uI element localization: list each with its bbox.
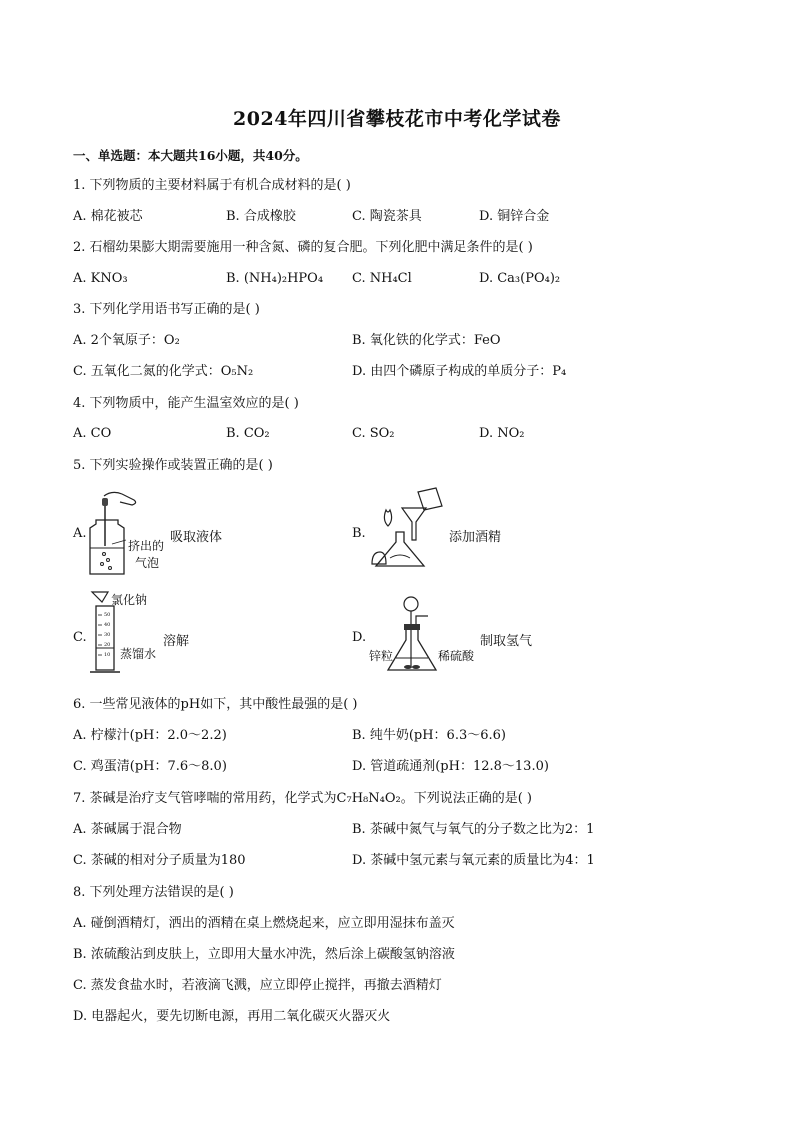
q5-c-caption: 溶解 bbox=[163, 634, 190, 649]
q2-option-b: B. (NH₄)₂HPO₄ bbox=[226, 271, 324, 286]
q5-stem: 5. 下列实验操作或装置正确的是( ) bbox=[73, 458, 273, 473]
q5-d-note-acid: 稀硫酸 bbox=[438, 649, 475, 663]
q6-stem: 6. 一些常见液体的pH如下，其中酸性最强的是( ) bbox=[73, 697, 358, 712]
q6-option-c: C. 鸡蛋清(pH：7.6～8.0) bbox=[73, 759, 227, 774]
q2-stem: 2. 石榴幼果膨大期需要施用一种含氮、磷的复合肥。下列化肥中满足条件的是( ) bbox=[73, 240, 533, 255]
q8-option-a: A. 碰倒酒精灯，洒出的酒精在桌上燃烧起来，应立即用湿抹布盖灭 bbox=[73, 916, 455, 931]
q3-option-c: C. 五氧化二氮的化学式：O₅N₂ bbox=[73, 364, 254, 379]
q2-option-c: C. NH₄Cl bbox=[352, 271, 412, 286]
q5-a-caption: 吸取液体 bbox=[170, 530, 223, 545]
cylinder-scale-30: 30 bbox=[104, 632, 111, 638]
q4-option-c: C. SO₂ bbox=[352, 426, 395, 441]
q6-option-b: B. 纯牛奶(pH：6.3～6.6) bbox=[352, 728, 506, 743]
q3-option-b: B. 氧化铁的化学式：FeO bbox=[352, 333, 501, 348]
cylinder-scale-50: 50 bbox=[104, 612, 111, 618]
hydrogen-apparatus-figure bbox=[378, 592, 458, 678]
q5-d-caption: 制取氢气 bbox=[480, 634, 533, 649]
cylinder-scale-10: 10 bbox=[104, 652, 111, 658]
q5-a-note-bubbles-2: 气泡 bbox=[135, 556, 160, 570]
q5-d-letter: D. bbox=[352, 630, 367, 645]
q5-c-note-nacl: 氯化钠 bbox=[111, 593, 148, 607]
q5-b-caption: 添加酒精 bbox=[449, 530, 502, 545]
q5-d-note-zinc: 锌粒 bbox=[369, 649, 394, 663]
q7-option-c: C. 茶碱的相对分子质量为180 bbox=[73, 853, 246, 868]
q7-option-a: A. 茶碱属于混合物 bbox=[73, 822, 182, 837]
cylinder-scale-40: 40 bbox=[104, 622, 111, 628]
q5-a-letter: A. bbox=[73, 526, 87, 541]
q4-option-b: B. CO₂ bbox=[226, 426, 270, 441]
q6-option-d: D. 管道疏通剂(pH：12.8～13.0) bbox=[352, 759, 549, 774]
q1-option-a: A. 棉花被芯 bbox=[73, 209, 143, 224]
q7-stem: 7. 茶碱是治疗支气管哮喘的常用药，化学式为C₇H₈N₄O₂。下列说法正确的是( ) bbox=[73, 791, 532, 806]
alcohol-lamp-figure bbox=[366, 486, 451, 580]
q4-option-d: D. NO₂ bbox=[479, 426, 525, 441]
q1-option-c: C. 陶瓷茶具 bbox=[352, 209, 422, 224]
q3-stem: 3. 下列化学用语书写正确的是( ) bbox=[73, 302, 260, 317]
q1-stem: 1. 下列物质的主要材料属于有机合成材料的是( ) bbox=[73, 178, 351, 193]
page-title: 2024年四川省攀枝花市中考化学试卷 bbox=[233, 108, 561, 130]
q8-stem: 8. 下列处理方法错误的是( ) bbox=[73, 885, 234, 900]
q2-option-d: D. Ca₃(PO₄)₂ bbox=[479, 271, 561, 286]
q5-a-note-bubbles-1: 挤出的 bbox=[128, 539, 165, 553]
q5-b-letter: B. bbox=[352, 526, 366, 541]
q7-option-d: D. 茶碱中氢元素与氧元素的质量比为4：1 bbox=[352, 853, 595, 868]
q3-option-d: D. 由四个磷原子构成的单质分子：P₄ bbox=[352, 364, 567, 379]
section-heading: 一、单选题：本大题共16小题，共40分。 bbox=[73, 148, 308, 163]
q6-option-a: A. 柠檬汁(pH：2.0～2.2) bbox=[73, 728, 227, 743]
cylinder-scale-20: 20 bbox=[104, 642, 111, 648]
q3-option-a: A. 2个氧原子：O₂ bbox=[73, 333, 180, 348]
q4-option-a: A. CO bbox=[73, 426, 112, 441]
q7-option-b: B. 茶碱中氮气与氧气的分子数之比为2：1 bbox=[352, 822, 595, 837]
q4-stem: 4. 下列物质中，能产生温室效应的是( ) bbox=[73, 396, 299, 411]
q1-option-b: B. 合成橡胶 bbox=[226, 209, 296, 224]
q5-c-letter: C. bbox=[73, 630, 87, 645]
q8-option-d: D. 电器起火，要先切断电源，再用二氧化碳灭火器灭火 bbox=[73, 1009, 391, 1024]
q5-c-note-water: 蒸馏水 bbox=[120, 647, 157, 661]
q2-option-a: A. KNO₃ bbox=[73, 271, 128, 286]
q8-option-b: B. 浓硫酸沾到皮肤上，立即用大量水冲洗，然后涂上碳酸氢钠溶液 bbox=[73, 947, 455, 962]
q8-option-c: C. 蒸发食盐水时，若液滴飞溅，应立即停止搅拌，再撤去酒精灯 bbox=[73, 978, 442, 993]
q1-option-d: D. 铜锌合金 bbox=[479, 209, 550, 224]
